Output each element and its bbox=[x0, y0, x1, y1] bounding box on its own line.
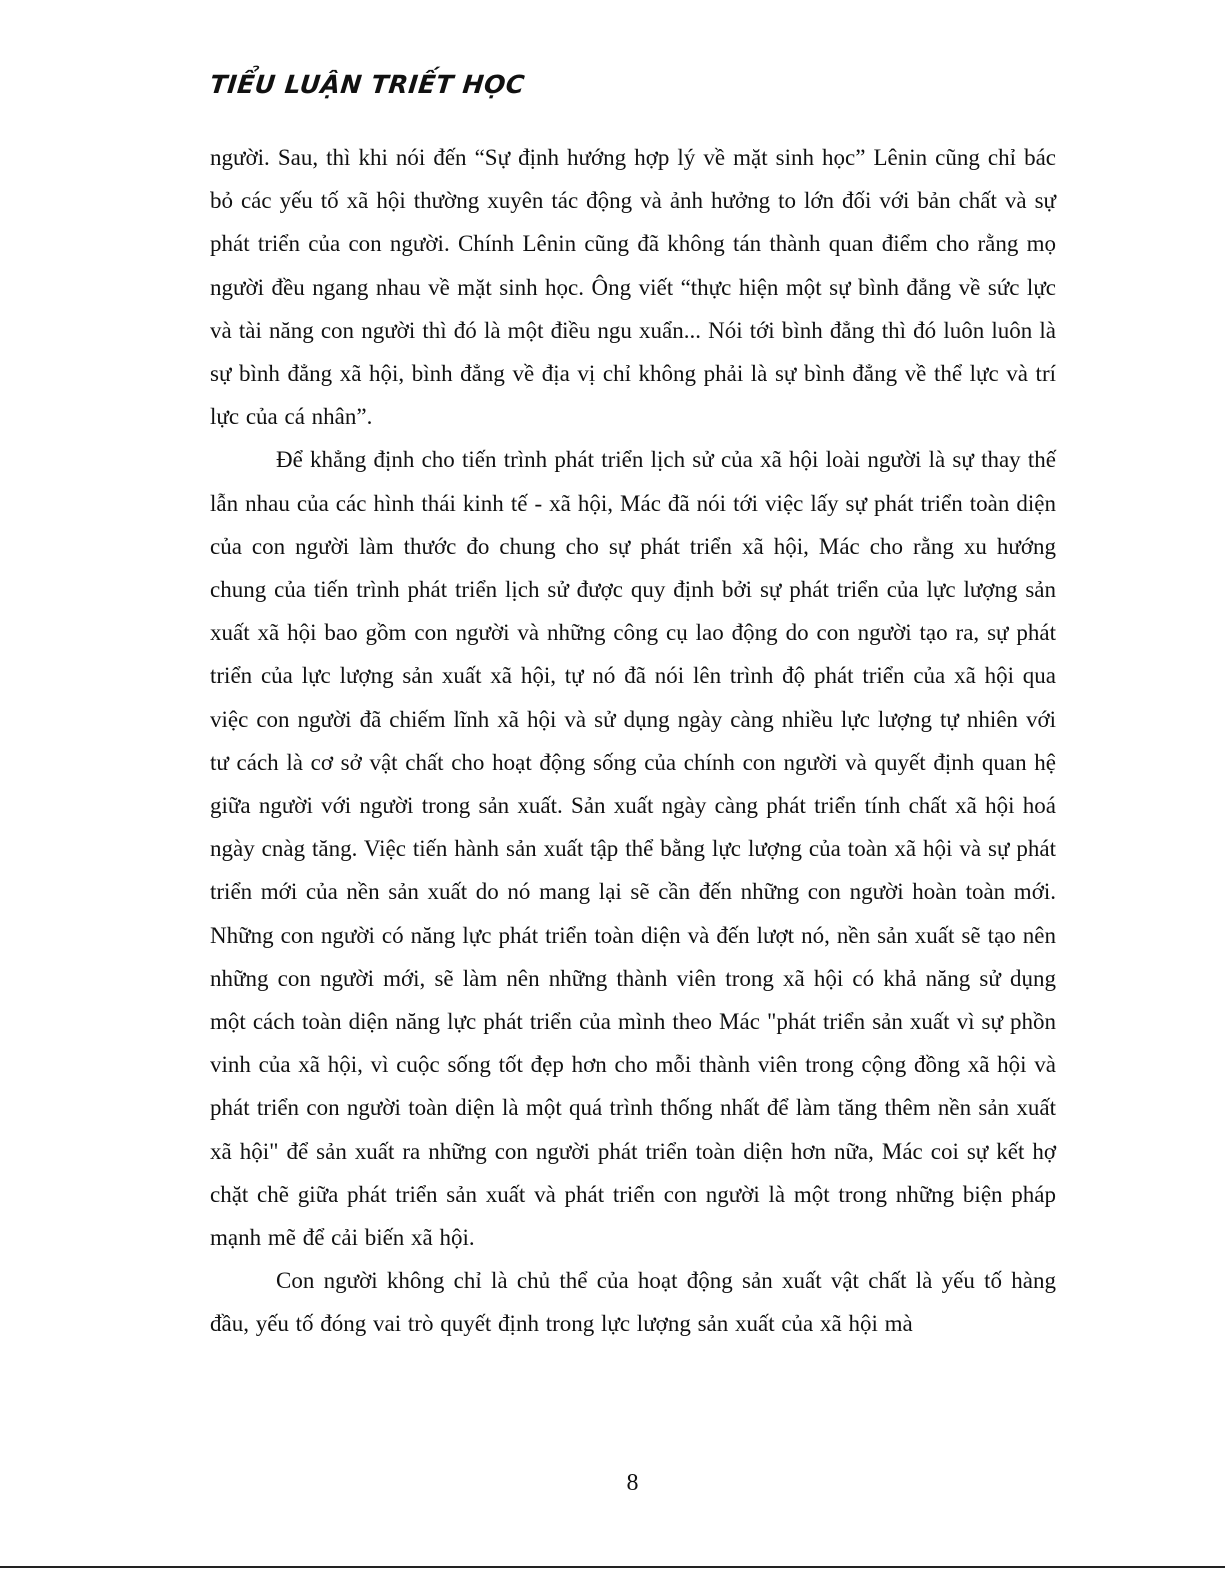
bottom-divider bbox=[0, 1566, 1225, 1568]
paragraph-1: người. Sau, thì khi nói đến “Sự định hướng hợp lý về mặt sinh học” Lênin cũng chỉ bác bỏ các yếu tố xã hội thường xuyên tác động và ảnh hưởng to lớn đối với bản chất và sự phát triển của con người. Chính Lênin cũng đã không tán thành quan điểm cho rằng mọ người đều ngang nhau về mặt sinh học. Ông viết “thực hiện một sự bình đẳng về sức lực và tài năng con người thì đó là một điều ngu xuẩn... Nói tới bình đẳng thì đó luôn luôn là sự bình đẳng xã hội, bình đẳng về địa vị chỉ không phải là sự bình đẳng về thể lực và trí lực của cá nhân”. bbox=[210, 145, 1056, 430]
document-header-title: TIỂU LUẬN TRIẾT HỌC bbox=[208, 70, 527, 99]
page-number: 8 bbox=[626, 1470, 639, 1496]
paragraph-3: Con người không chỉ là chủ thể của hoạt động sản xuất vật chất là yếu tố hàng đầu, yếu tố đóng vai trò quyết định trong lực lượng sản xuất của xã hội mà bbox=[210, 1268, 1056, 1337]
paragraph-2: Để khẳng định cho tiến trình phát triển lịch sử của xã hội loài người là sự thay thế lẫn nhau của các hình thái kinh tế - xã hội, Mác đã nói tới việc lấy sự phát triển toàn diện của con người làm thước đo chung cho sự phát triển xã hội, Mác cho rằng xu hướng chung của tiến trình phát triển lịch sử được quy định bởi sự phát triển của lực lượng sản xuất xã hội bao gồm con người và những công cụ lao động do con người tạo ra, sự phát triển của lực lượng sản xuất xã hội, tự nó đã nói lên trình độ phát triển của xã hội qua việc con người đã chiếm lĩnh xã hội và sử dụng ngày càng nhiều lực lượng tự nhiên với tư cách là cơ sở vật chất cho hoạt động sống của chính con người và quyết định quan hệ giữa người với người trong sản xuất. Sản xuất ngày càng phát triển tính chất xã hội hoá ngày cnàg tăng. Việc tiến hành sản xuất tập thể bằng lực lượng của toàn xã hội và sự phát triển mới của nền sản xuất do nó mang lại sẽ cần đến những con người hoàn toàn mới. Những con người có năng lực phát triển toàn diện và đến lượt nó, nền sản xuất sẽ tạo nên những con người mới, sẽ làm nên những thành viên trong xã hội có khả năng sử dụng một cách toàn diện năng lực phát triển của mình theo Mác "phát triển sản xuất vì sự phồn vinh của xã hội, vì cuộc sống tốt đẹp hơn cho mỗi thành viên trong cộng đồng xã hội và phát triển con người toàn diện là một quá trình thống nhất để làm tăng thêm nền sản xuất xã hội" để sản xuất ra những con người phát triển toàn diện hơn nữa, Mác coi sự kết hợ chặt chẽ giữa phát triển sản xuất và phát triển con người là một trong những biện pháp mạnh mẽ để cải biến xã hội. bbox=[210, 447, 1056, 1251]
document-body bbox=[210, 136, 1056, 1346]
